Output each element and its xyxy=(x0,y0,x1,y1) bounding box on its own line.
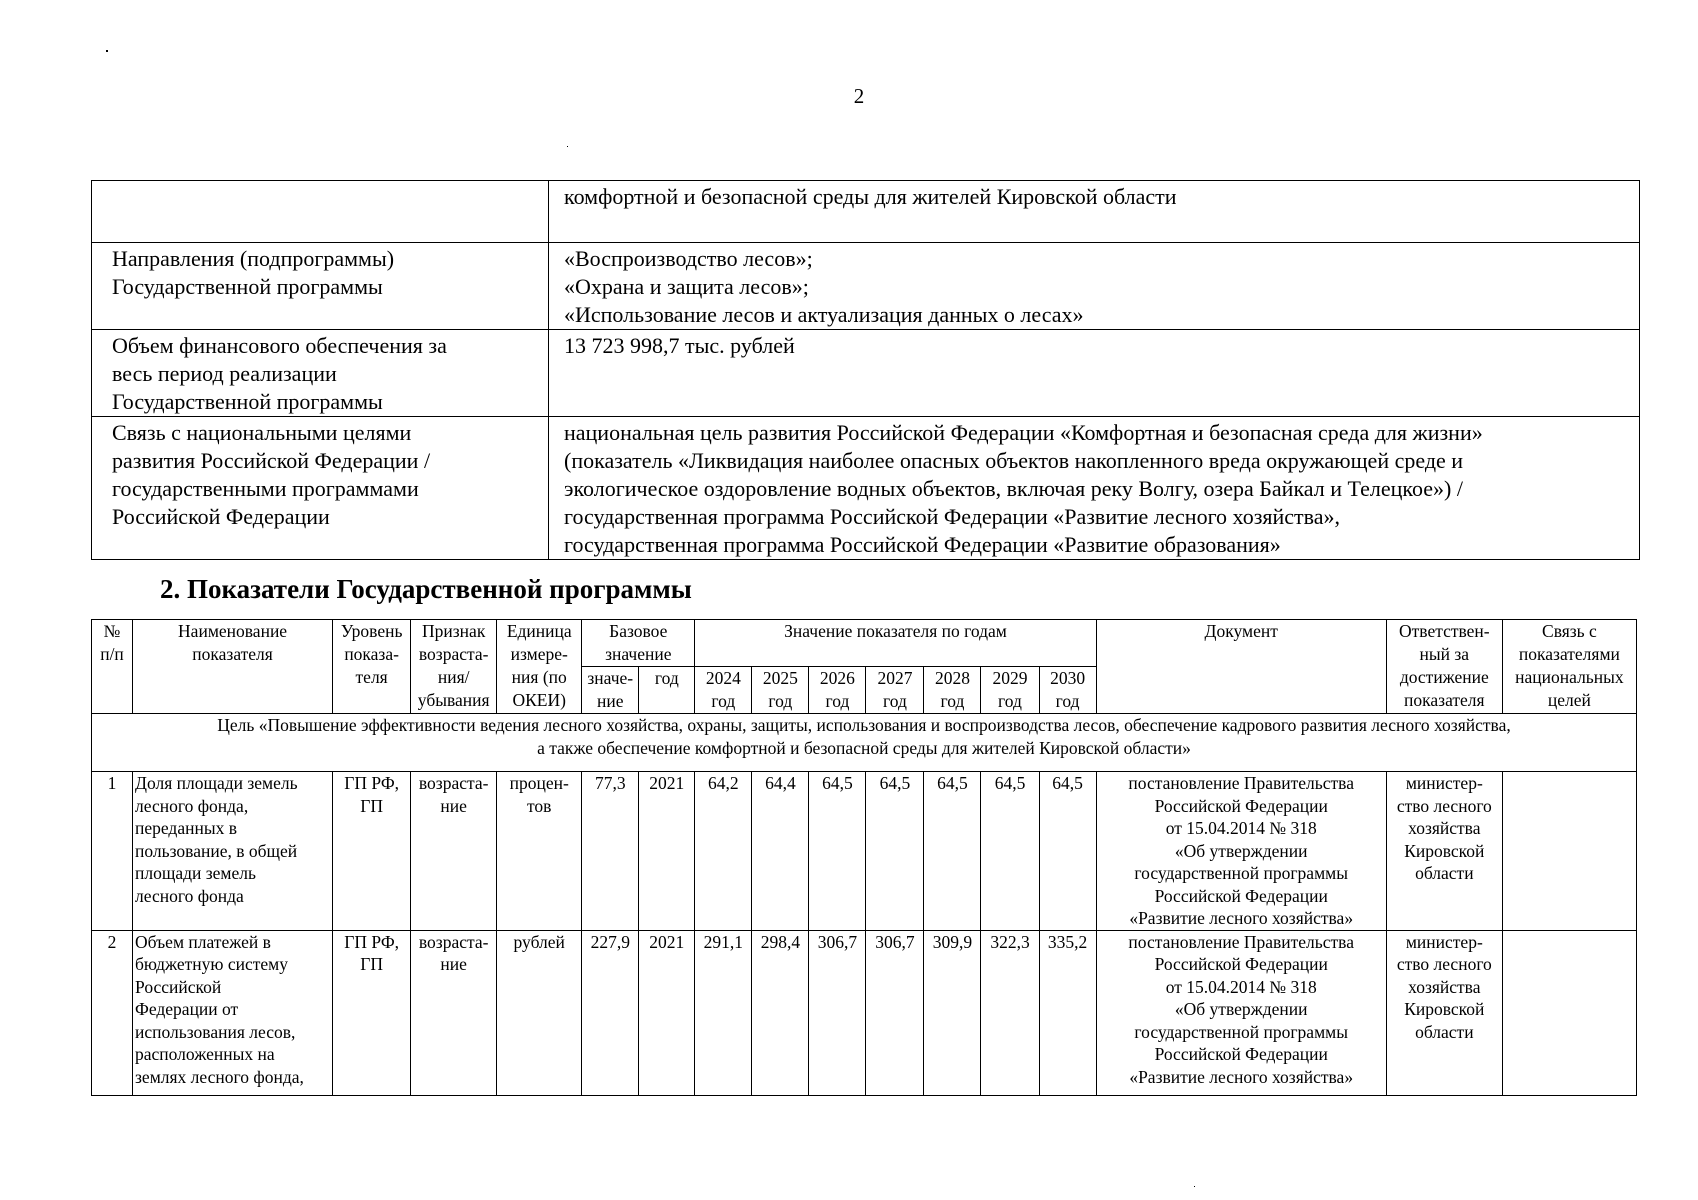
goal-row xyxy=(92,714,1637,772)
indicators-table xyxy=(91,619,1637,1096)
passport-value: «Воспроизводство лесов»; «Охрана и защита лесов»; «Использование лесов и актуализация данных о лесах» xyxy=(549,243,1640,330)
passport-row xyxy=(92,417,1640,560)
passport-value: комфортной и безопасной среды для жителей Кировской области xyxy=(549,181,1640,243)
cell-responsible: министер- ство лесного хозяйства Кировской области xyxy=(1386,930,1502,1095)
cell-year-value: 306,7 xyxy=(866,930,924,1095)
passport-label: Направления (подпрограммы) Государственной программы xyxy=(92,243,549,330)
cell-level: ГП РФ, ГП xyxy=(333,772,411,931)
passport-label: Объем финансового обеспечения за весь период реализации Государственной программы xyxy=(92,330,549,417)
cell-year-value: 64,2 xyxy=(695,772,752,931)
cell-base-value: 227,9 xyxy=(582,930,639,1095)
col-header-responsible: Ответствен- ный за достижение показателя xyxy=(1386,620,1502,714)
col-header-base-year: год xyxy=(639,667,695,714)
header-row xyxy=(92,620,1637,667)
page-number: 2 xyxy=(853,84,865,108)
cell-base-value: 77,3 xyxy=(582,772,639,931)
cell-name: Доля площади земель лесного фонда, переданных в пользование, в общей площади земель лесного фонда xyxy=(133,772,333,931)
cell-year-value: 298,4 xyxy=(752,930,809,1095)
col-header-year: 2024 год xyxy=(695,667,752,714)
cell-base-year: 2021 xyxy=(639,930,695,1095)
passport-value: 13 723 998,7 тыс. рублей xyxy=(549,330,1640,417)
col-header-year: 2025 год xyxy=(752,667,809,714)
cell-year-value: 64,4 xyxy=(752,772,809,931)
passport-table xyxy=(91,180,1640,560)
cell-base-year: 2021 xyxy=(639,772,695,931)
cell-year-value: 335,2 xyxy=(1039,930,1096,1095)
col-header-sign: Признак возраста- ния/ убывания xyxy=(411,620,497,714)
passport-row xyxy=(92,181,1640,243)
goal-text: Цель «Повышение эффективности ведения лесного хозяйства, охраны, защиты, использования и воспроизводства лесов, обеспечение кадрового развития лесного хозяйства, а также обеспечение комфортной и безопасной среды для жителей Кировской области» xyxy=(92,714,1637,772)
col-header-link: Связь с показателями национальных целей xyxy=(1502,620,1636,714)
col-header-year: 2028 год xyxy=(924,667,981,714)
col-header-year: 2030 год xyxy=(1039,667,1096,714)
passport-label: Связь с национальными целями развития Российской Федерации / государственными программами Российской Федерации xyxy=(92,417,549,560)
passport-row xyxy=(92,243,1640,330)
col-header-year: 2027 год xyxy=(866,667,924,714)
col-header-name: Наименование показателя xyxy=(133,620,333,714)
col-header-year: 2029 год xyxy=(981,667,1039,714)
col-header-base: Базовое значение xyxy=(582,620,695,667)
col-header-num: № п/п xyxy=(92,620,133,714)
col-header-level: Уровень показа- теля xyxy=(333,620,411,714)
table-row xyxy=(92,930,1637,1095)
cell-link xyxy=(1502,772,1636,931)
cell-year-value: 64,5 xyxy=(924,772,981,931)
scan-speck xyxy=(1194,1186,1195,1187)
cell-document: постановление Правительства Российской Федерации от 15.04.2014 № 318 «Об утверждении государственной программы Российской Федерации «Развитие лесного хозяйства» xyxy=(1096,772,1386,931)
scan-speck xyxy=(567,146,568,147)
cell-name: Объем платежей в бюджетную систему Российской Федерации от использования лесов, расположенных на землях лесного фонда, xyxy=(133,930,333,1095)
col-header-base-value: значе- ние xyxy=(582,667,639,714)
cell-year-value: 309,9 xyxy=(924,930,981,1095)
cell-document: постановление Правительства Российской Федерации от 15.04.2014 № 318 «Об утверждении государственной программы Российской Федерации «Развитие лесного хозяйства» xyxy=(1096,930,1386,1095)
cell-year-value: 291,1 xyxy=(695,930,752,1095)
cell-year-value: 306,7 xyxy=(809,930,866,1095)
passport-value: национальная цель развития Российской Федерации «Комфортная и безопасная среда для жизни» (показатель «Ликвидация наиболее опасных объектов накопленного вреда окружающей среде и экологическое оздоровление водных объектов, включая реку Волгу, озера Байкал и Телецкое») / государственная программа Российской Федерации «Развитие лесного хозяйства», государственная программа Российской Федерации «Развитие образования» xyxy=(549,417,1640,560)
scan-speck xyxy=(106,50,108,52)
table-row xyxy=(92,772,1637,931)
cell-sign: возраста- ние xyxy=(411,772,497,931)
col-header-document: Документ xyxy=(1096,620,1386,714)
cell-level: ГП РФ, ГП xyxy=(333,930,411,1095)
col-header-year: 2026 год xyxy=(809,667,866,714)
passport-label xyxy=(92,181,549,243)
cell-num: 2 xyxy=(92,930,133,1095)
cell-unit: процен- тов xyxy=(497,772,582,931)
passport-row xyxy=(92,330,1640,417)
cell-year-value: 64,5 xyxy=(809,772,866,931)
cell-year-value: 64,5 xyxy=(981,772,1039,931)
cell-year-value: 322,3 xyxy=(981,930,1039,1095)
cell-num: 1 xyxy=(92,772,133,931)
cell-unit: рублей xyxy=(497,930,582,1095)
cell-year-value: 64,5 xyxy=(866,772,924,931)
col-header-by-years: Значение показателя по годам xyxy=(695,620,1096,667)
col-header-unit: Единица измере- ния (по ОКЕИ) xyxy=(497,620,582,714)
cell-link xyxy=(1502,930,1636,1095)
cell-sign: возраста- ние xyxy=(411,930,497,1095)
cell-responsible: министер- ство лесного хозяйства Кировской области xyxy=(1386,772,1502,931)
section-title: 2. Показатели Государственной программы xyxy=(160,574,692,604)
cell-year-value: 64,5 xyxy=(1039,772,1096,931)
